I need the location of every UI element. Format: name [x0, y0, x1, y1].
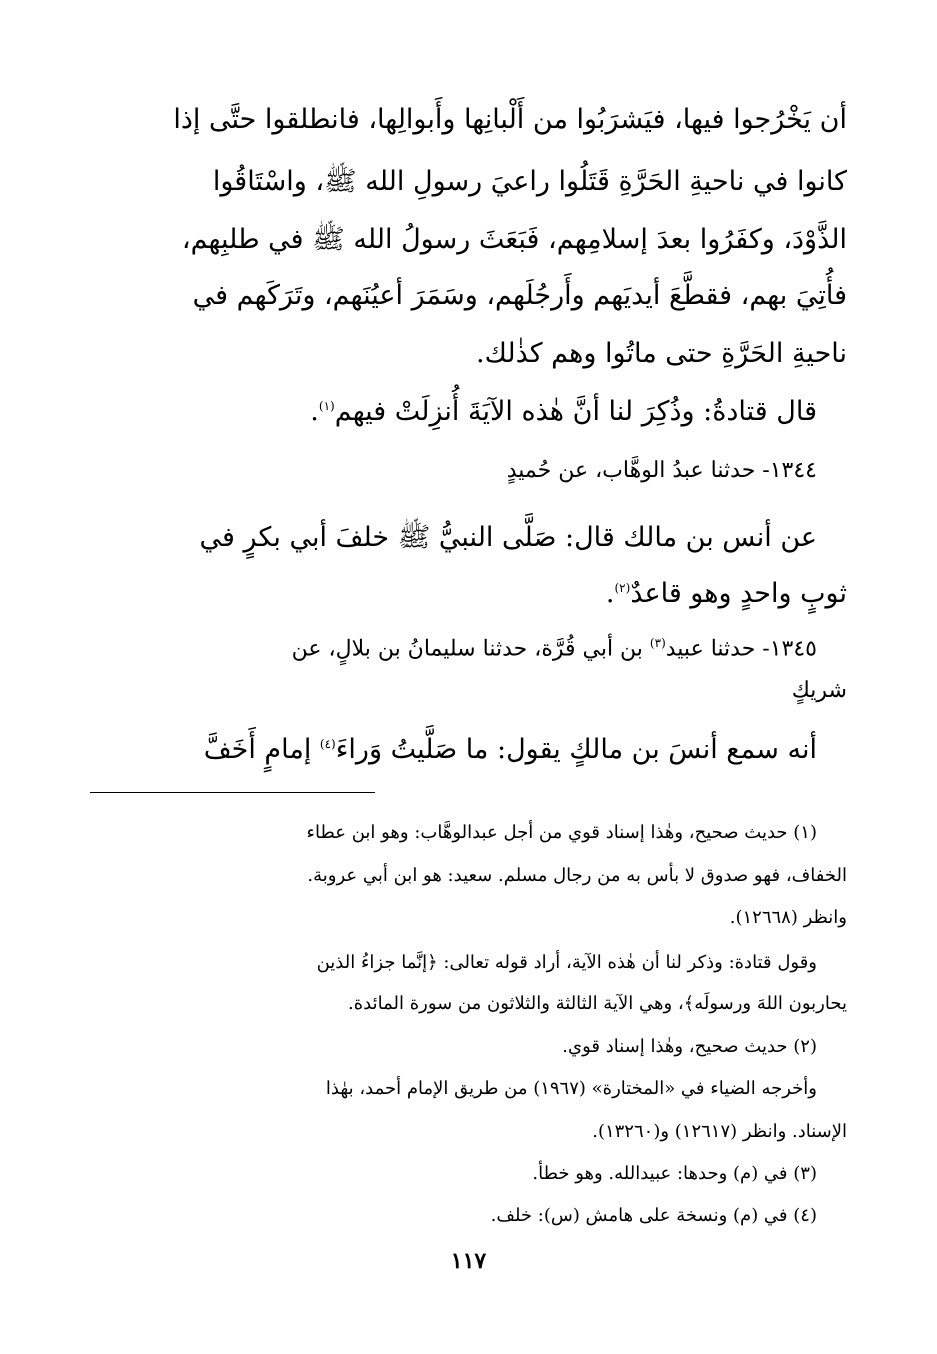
text-segment: أنه سمع أنسَ بن مالكٍ يقول: ما صَلَّيتُ وَراءَ — [335, 734, 817, 765]
text-line — [606, 578, 847, 609]
text-segment: ١٣٤٥- حدثنا عبيد — [665, 636, 817, 662]
footnote-ref-1: (١) — [318, 399, 335, 413]
hadith-1345-isnad — [292, 636, 817, 661]
footnote-line: الخفاف، فهو صدوق لا بأس به من رجال مسلم. سعيد: هو ابن أبي عروبة. — [307, 865, 847, 886]
text-line: كانوا في ناحيةِ الحَرَّةِ قَتَلُوا راعيَ رسولِ الله ﷺ، واسْتَاقُوا — [212, 166, 847, 197]
period: . — [605, 578, 615, 609]
text-line: الذَّوْدَ، وكفَرُوا بعدَ إسلامِهم، فَبَعَثَ رسولُ الله ﷺ في طلبِهم، — [181, 224, 847, 255]
text-line — [204, 734, 817, 765]
footnote-separator — [90, 792, 375, 793]
text-line: فأُتِيَ بهم، فقطَّعَ أيديَهم وأَرجُلَهم، وسَمَرَ أعيُنَهم، وتَرَكَهم في — [192, 280, 847, 311]
footnote-line: يحاربون اللهَ ورسولَه﴾، وهي الآية الثالثة والثلاثون من سورة المائدة. — [348, 993, 847, 1014]
text-segment: ثوبٍ واحدٍ وهو قاعدٌ — [630, 578, 847, 609]
footnote-line: وقول قتادة: وذكر لنا أن هٰذه الآية، أراد قوله تعالى: ﴿إنَّما جزاءُ الذين — [316, 952, 817, 973]
footnote-ref-3: (٣) — [649, 636, 666, 650]
text-line: شريكٍ — [791, 678, 847, 703]
footnote-ref-4: (٤) — [319, 737, 336, 751]
text-line: أن يَخْرُجوا فيها، فيَشرَبُوا من أَلْبانِها وأَبوالِها، فانطلقوا حتَّى إذا — [173, 104, 847, 135]
footnote-ref-2: (٢) — [614, 581, 631, 595]
footnote-line: (١) حديث صحيح، وهٰذا إسناد قوي من أجل عبدالوهَّاب: وهو ابن عطاء — [306, 822, 817, 843]
period: . — [310, 396, 319, 427]
footnote-line: الإسناد. وانظر (١٢٦١٧) و(١٣٢٦٠). — [592, 1121, 847, 1142]
footnote-line: (٣) في (م) وحدها: عبيدالله. وهو خطأ. — [532, 1163, 817, 1184]
footnote-line: وانظر (١٢٦٦٨). — [729, 907, 847, 928]
footnote-line: وأخرجه الضياء في «المختارة» (١٩٦٧) من طريق الإمام أحمد، بهٰذا — [325, 1078, 817, 1099]
qatada-text: قال قتادةُ: وذُكِرَ لنا أنَّ هٰذه الآيَةَ أُنزِلَتْ فيهم — [334, 396, 817, 427]
text-segment: إمامٍ أَخَفَّ — [203, 734, 320, 765]
footnote-line: (٢) حديث صحيح، وهٰذا إسناد قوي. — [562, 1036, 817, 1057]
text-line: عن أنس بن مالك قال: صَلَّى النبيُّ ﷺ خلفَ أبي بكرٍ في — [199, 522, 817, 553]
footnote-line: (٤) في (م) ونسخة على هامش (س): خلف. — [490, 1205, 817, 1226]
text-segment: بن أبي قُرَّة، حدثنا سليمانُ بن بلالٍ، عن — [291, 636, 650, 662]
text-line: ناحيةِ الحَرَّةِ حتى ماتُوا وهم كذٰلك. — [476, 338, 847, 369]
page-number: ١١٧ — [450, 1248, 487, 1274]
hadith-1344-isnad: ١٣٤٤- حدثنا عبدُ الوهَّاب، عن حُميدٍ — [506, 458, 817, 483]
qatada-line — [310, 396, 817, 427]
